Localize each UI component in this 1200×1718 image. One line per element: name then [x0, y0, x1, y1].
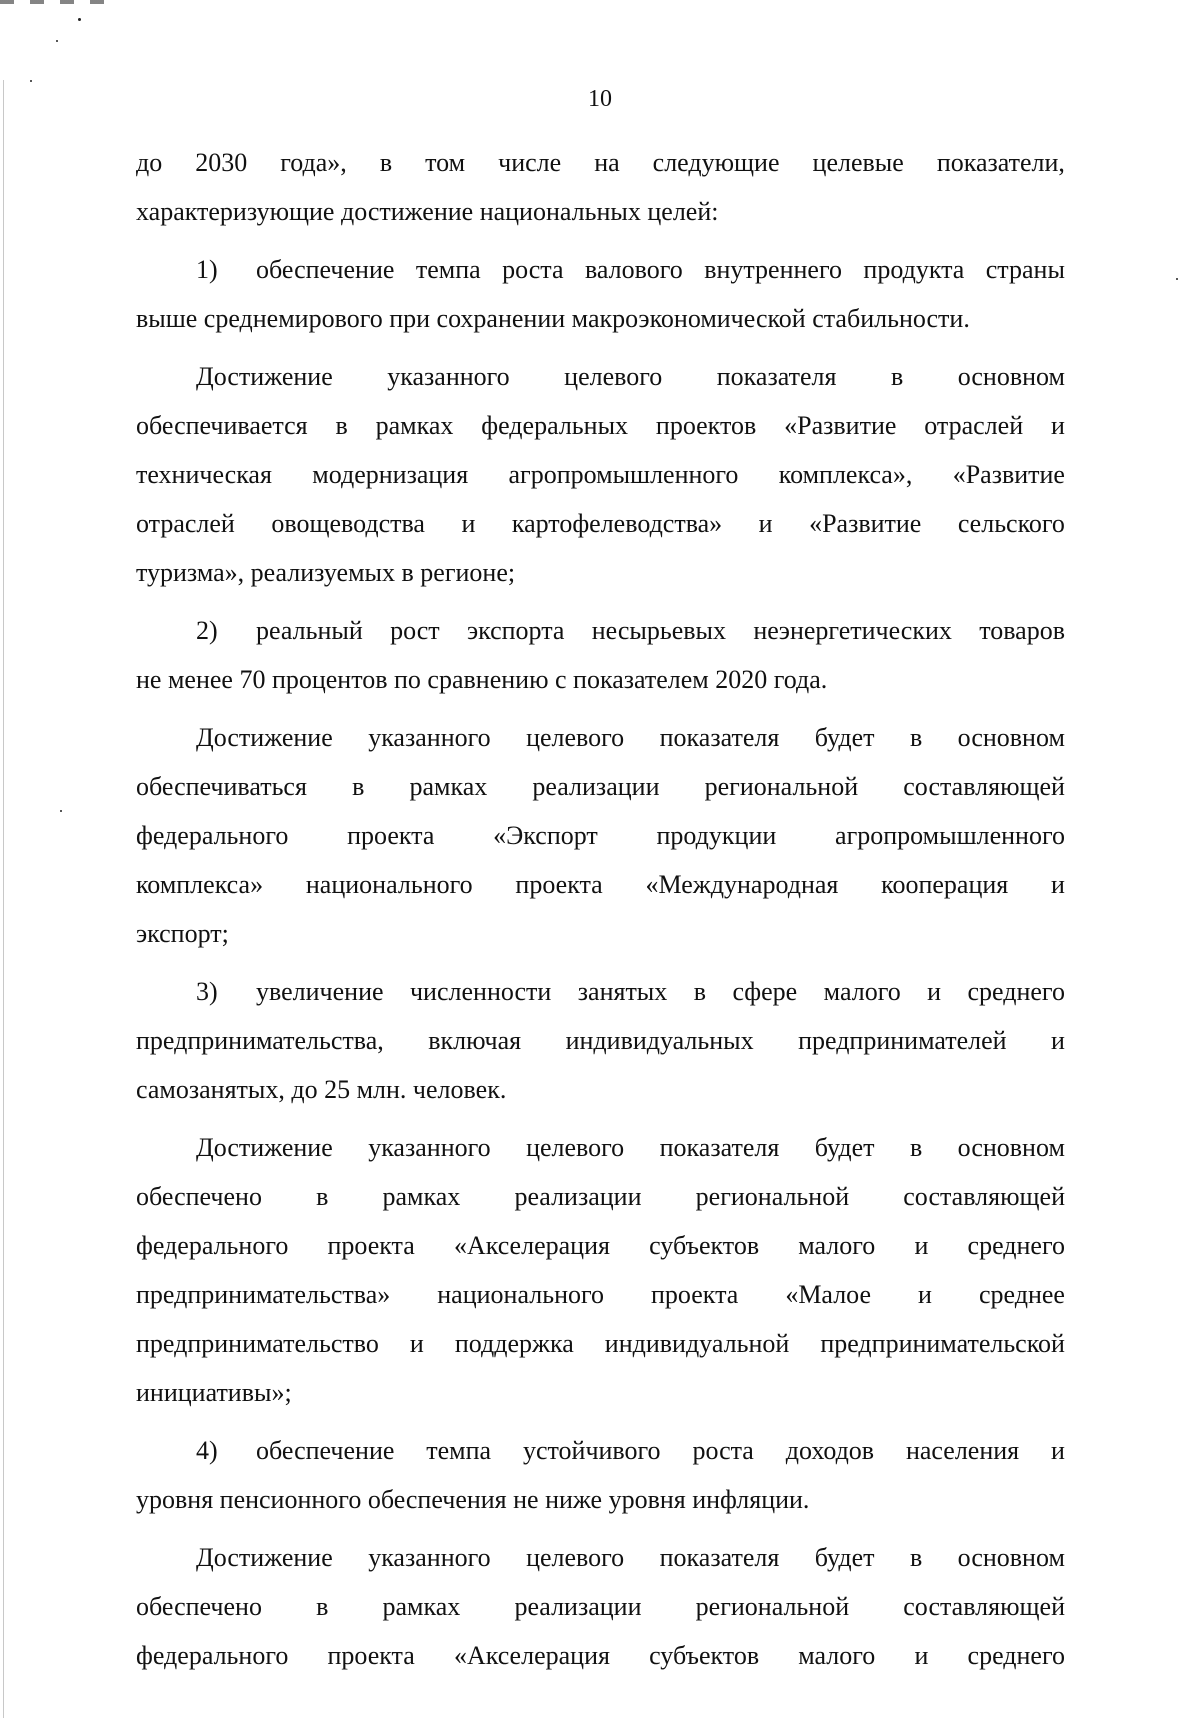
text-line: [136, 606, 1065, 655]
word: предпринимательства»: [136, 1280, 391, 1309]
word: Достижение: [196, 362, 333, 391]
word: занятых: [577, 977, 668, 1006]
word: и: [758, 509, 773, 538]
text-line: [136, 1172, 1065, 1221]
word: «Развитие: [809, 509, 922, 538]
scan-speck: [30, 80, 32, 82]
word: проекта: [515, 870, 603, 899]
scan-left-edge-line: [3, 80, 4, 1718]
text-line: [136, 1016, 1065, 1065]
scan-speck: [1176, 278, 1178, 280]
text-line: [136, 762, 1065, 811]
word: обеспечивается: [136, 411, 308, 440]
word: предпринимательство: [136, 1329, 379, 1358]
word: и: [914, 1641, 929, 1670]
text-run: инициативы»;: [136, 1378, 292, 1407]
word: показатели,: [936, 148, 1065, 177]
word: национального: [305, 870, 473, 899]
text-line: [136, 352, 1065, 401]
text-line: [136, 548, 1065, 597]
word: среднего: [967, 977, 1065, 1006]
word: включая: [428, 1026, 522, 1055]
word: будет: [814, 1133, 875, 1162]
word: показателя: [659, 723, 780, 752]
word: региональной: [695, 1182, 850, 1211]
word: и: [1051, 1026, 1065, 1055]
word: основном: [957, 1133, 1065, 1162]
word: федеральных: [481, 411, 629, 440]
text-run: характеризующие достижение национальных целей:: [136, 197, 719, 226]
word: целевые: [812, 148, 904, 177]
word: указанного: [368, 1133, 491, 1162]
word: роста: [692, 1436, 754, 1465]
word: роста: [502, 255, 564, 284]
word: среднего: [967, 1641, 1065, 1670]
text-run: экспорт;: [136, 919, 229, 948]
text-line: [136, 655, 1065, 704]
word: указанного: [368, 723, 491, 752]
word: «Малое: [785, 1280, 872, 1309]
word: агропромышленного: [835, 821, 1065, 850]
scan-speck: [60, 810, 62, 812]
word: в: [352, 772, 365, 801]
text-line: [136, 1475, 1065, 1524]
word: субъектов: [649, 1231, 760, 1260]
text-line: [136, 1368, 1065, 1417]
word: внутреннего: [704, 255, 842, 284]
word: валового: [584, 255, 683, 284]
word: несырьевых: [591, 616, 727, 645]
word: обеспечение: [256, 1436, 395, 1465]
text-line: [136, 1123, 1065, 1172]
text-run: выше среднемирового при сохранении макроэкономической стабильности.: [136, 304, 970, 333]
word: в: [693, 977, 706, 1006]
word: будет: [814, 1543, 875, 1572]
word: субъектов: [649, 1641, 760, 1670]
word: устойчивого: [522, 1436, 661, 1465]
word: Достижение: [196, 723, 333, 752]
word: региональной: [695, 1592, 850, 1621]
word: среднего: [967, 1231, 1065, 1260]
word: проекта: [347, 821, 435, 850]
word: и: [1051, 1436, 1065, 1465]
word: отраслей: [136, 509, 235, 538]
text-line: [136, 1582, 1065, 1631]
list-number: 4): [196, 1436, 218, 1465]
scan-speck: [78, 18, 81, 21]
text-line: [136, 909, 1065, 958]
word: проекта: [651, 1280, 739, 1309]
word: указанного: [387, 362, 510, 391]
word: в: [316, 1182, 329, 1211]
word: сфере: [732, 977, 798, 1006]
word: рамках: [382, 1592, 461, 1621]
word: индивидуальных: [565, 1026, 754, 1055]
word: целевого: [526, 723, 625, 752]
word: обеспечено: [136, 1182, 262, 1211]
list-item-text: [256, 1426, 1065, 1475]
word: рамках: [382, 1182, 461, 1211]
word: реализации: [514, 1182, 642, 1211]
word: в: [909, 1133, 923, 1162]
word: «Экспорт: [493, 821, 598, 850]
word: комплекса»: [136, 870, 264, 899]
list-number: 1): [196, 255, 218, 284]
word: увеличение: [256, 977, 384, 1006]
word: продукта: [863, 255, 965, 284]
word: числе: [498, 148, 562, 177]
word: проекта: [327, 1231, 415, 1260]
word: в: [335, 411, 348, 440]
text-line: [136, 811, 1065, 860]
word: основном: [957, 723, 1065, 752]
word: страны: [985, 255, 1065, 284]
page-number: 10: [588, 86, 612, 112]
word: рамках: [409, 772, 488, 801]
word: том: [425, 148, 466, 177]
word: в: [316, 1592, 329, 1621]
list-number: 2): [196, 616, 218, 645]
text-line: [136, 860, 1065, 909]
word: в: [909, 1543, 923, 1572]
text-line: [136, 450, 1065, 499]
text-line: [136, 967, 1065, 1016]
text-line: [136, 713, 1065, 762]
word: отраслей: [924, 411, 1024, 440]
word: показателя: [659, 1133, 780, 1162]
word: и: [927, 977, 942, 1006]
word: в: [379, 148, 393, 177]
word: до: [136, 148, 163, 177]
word: реальный: [256, 616, 363, 645]
text-line: [136, 1319, 1065, 1368]
word: товаров: [979, 616, 1065, 645]
word: федерального: [136, 821, 289, 850]
text-run: туризма», реализуемых в регионе;: [136, 558, 516, 587]
word: будет: [814, 723, 875, 752]
word: рамках: [375, 411, 454, 440]
word: «Акселерация: [453, 1231, 610, 1260]
word: индивидуальной: [604, 1329, 790, 1358]
word: Достижение: [196, 1543, 333, 1572]
text-line: [136, 1631, 1065, 1680]
word: реализации: [514, 1592, 642, 1621]
word: следующие: [652, 148, 780, 177]
word: обеспечено: [136, 1592, 262, 1621]
word: «Развитие: [784, 411, 897, 440]
word: 2030: [195, 148, 248, 177]
word: основном: [957, 1543, 1065, 1572]
word: целевого: [526, 1543, 625, 1572]
text-line: [136, 1270, 1065, 1319]
word: основном: [957, 362, 1065, 391]
word: овощеводства: [271, 509, 425, 538]
word: малого: [798, 1641, 876, 1670]
word: целевого: [564, 362, 663, 391]
word: доходов: [785, 1436, 875, 1465]
word: малого: [823, 977, 901, 1006]
word: реализации: [532, 772, 660, 801]
word: кооперация: [881, 870, 1009, 899]
word: техническая: [136, 460, 272, 489]
word: Достижение: [196, 1133, 333, 1162]
word: предпринимателей: [798, 1026, 1007, 1055]
document-body: [136, 138, 1065, 1680]
word: рост: [390, 616, 440, 645]
list-item-text: [256, 606, 1065, 655]
word: целевого: [526, 1133, 625, 1162]
word: составляющей: [903, 772, 1065, 801]
word: показателя: [716, 362, 837, 391]
word: показателя: [659, 1543, 780, 1572]
word: составляющей: [903, 1182, 1065, 1211]
text-line: [136, 1426, 1065, 1475]
text-run: не менее 70 процентов по сравнению с показателем 2020 года.: [136, 665, 828, 694]
word: «Международная: [645, 870, 839, 899]
word: национального: [437, 1280, 604, 1309]
text-line: [136, 138, 1065, 187]
word: и: [918, 1280, 932, 1309]
list-number: 3): [196, 977, 218, 1006]
list-item-text: [256, 245, 1065, 294]
word: в: [909, 723, 923, 752]
word: экспорта: [466, 616, 565, 645]
word: предпринимательства,: [136, 1026, 384, 1055]
word: «Развитие: [952, 460, 1065, 489]
word: комплекса»,: [778, 460, 913, 489]
word: сельского: [957, 509, 1065, 538]
text-line: [136, 294, 1065, 343]
text-line: [136, 1533, 1065, 1582]
word: федерального: [136, 1641, 289, 1670]
word: населения: [905, 1436, 1020, 1465]
word: проектов: [655, 411, 757, 440]
text-run: самозанятых, до 25 млн. человек.: [136, 1075, 507, 1104]
word: обеспечиваться: [136, 772, 307, 801]
word: в: [890, 362, 904, 391]
text-line: [136, 1065, 1065, 1114]
word: на: [594, 148, 620, 177]
scan-edge-marks: [0, 0, 120, 4]
word: «Акселерация: [453, 1641, 610, 1670]
word: года»,: [280, 148, 347, 177]
word: составляющей: [903, 1592, 1065, 1621]
text-line: [136, 1221, 1065, 1270]
text-line: [136, 245, 1065, 294]
word: и: [914, 1231, 929, 1260]
word: продукции: [656, 821, 777, 850]
word: и: [1050, 411, 1065, 440]
word: темпа: [426, 1436, 492, 1465]
word: картофелеводства»: [511, 509, 723, 538]
word: и: [409, 1329, 424, 1358]
word: обеспечение: [256, 255, 395, 284]
word: предпринимательской: [820, 1329, 1065, 1358]
word: региональной: [704, 772, 859, 801]
word: агропромышленного: [508, 460, 739, 489]
word: указанного: [368, 1543, 491, 1572]
text-run: уровня пенсионного обеспечения не ниже уровня инфляции.: [136, 1485, 810, 1514]
word: численности: [409, 977, 552, 1006]
word: и: [461, 509, 476, 538]
word: темпа: [415, 255, 481, 284]
word: и: [1051, 870, 1065, 899]
word: федерального: [136, 1231, 289, 1260]
list-item-text: [256, 967, 1065, 1016]
scan-speck: [56, 40, 58, 42]
word: неэнергетических: [753, 616, 952, 645]
word: среднее: [978, 1280, 1065, 1309]
word: модернизация: [312, 460, 469, 489]
text-line: [136, 499, 1065, 548]
word: поддержка: [454, 1329, 574, 1358]
word: малого: [798, 1231, 876, 1260]
text-line: [136, 401, 1065, 450]
word: проекта: [327, 1641, 415, 1670]
text-line: [136, 187, 1065, 236]
